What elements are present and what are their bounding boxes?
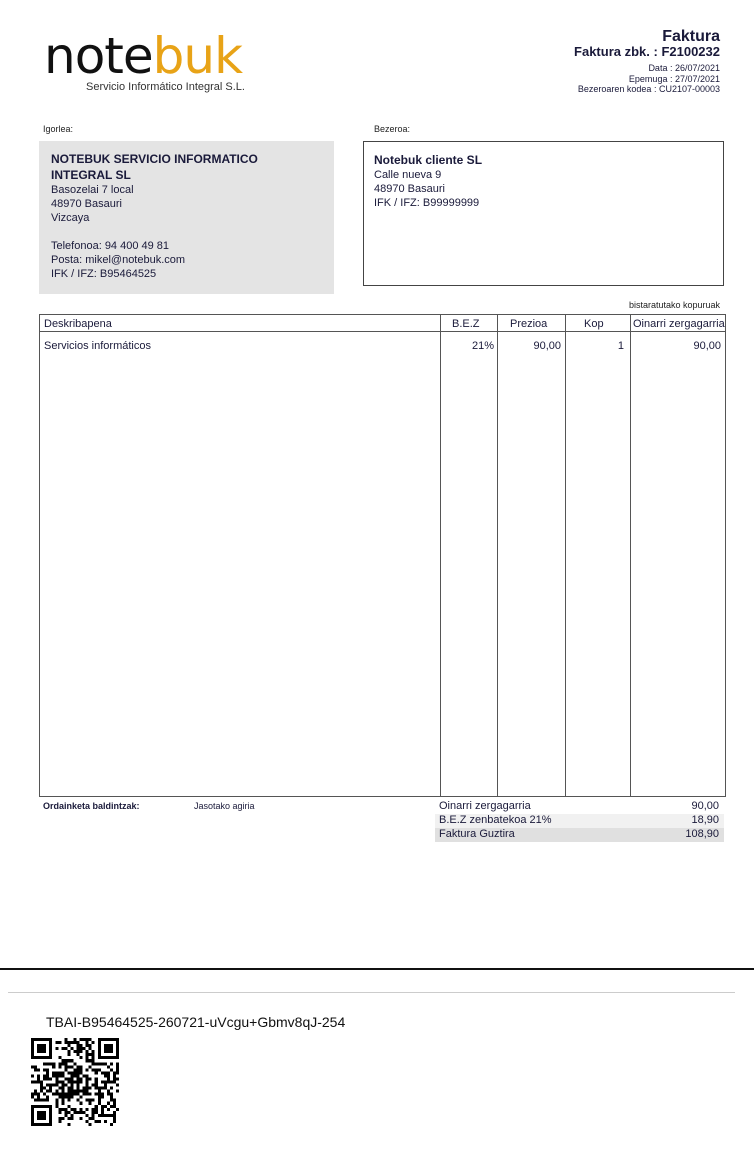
logo-subtitle: Servicio Informático Integral S.L. <box>86 81 245 93</box>
total-value: 90,00 <box>691 800 719 812</box>
row-qty: 1 <box>617 340 624 352</box>
client-address1: Calle nueva 9 <box>374 169 442 181</box>
total-row-base <box>435 800 724 814</box>
issuer-address2: 48970 Basauri <box>51 198 122 210</box>
logo-text-part1: note <box>44 27 153 85</box>
issuer-label: Igorlea: <box>43 124 74 134</box>
amounts-note: bistaratutako kopuruak <box>628 300 720 310</box>
column-divider <box>565 315 566 796</box>
issuer-tax-id: IFK / IFZ: B95464525 <box>51 268 157 280</box>
payment-terms-label: Ordainketa baldintzak: <box>43 801 140 811</box>
row-price: 90,00 <box>533 340 561 352</box>
column-divider <box>630 315 631 796</box>
client-box <box>363 141 724 286</box>
total-value: 108,90 <box>685 828 719 840</box>
total-row-grand <box>435 828 724 842</box>
client-code: Bezeroaren kodea : CU2107-00003 <box>577 84 720 94</box>
column-divider <box>497 315 498 796</box>
issuer-box <box>39 141 334 294</box>
row-base: 90,00 <box>693 340 721 352</box>
total-value: 18,90 <box>691 814 719 826</box>
issuer-region: Vizcaya <box>51 212 90 224</box>
invoice-title: Faktura <box>662 28 720 45</box>
invoice-lines-table <box>39 314 726 797</box>
issuer-name-line1: NOTEBUK SERVICIO INFORMATICO <box>51 152 258 166</box>
invoice-date: Data : 26/07/2021 <box>648 63 720 73</box>
tbai-code: TBAI-B95464525-260721-uVcgu+Gbmv8qJ-254 <box>46 1014 346 1030</box>
col-header-base: Oinarri zergagarria <box>633 318 725 330</box>
total-row-vat <box>435 814 724 828</box>
issuer-name-line2: INTEGRAL SL <box>51 168 131 182</box>
qr-code <box>31 1038 119 1126</box>
issuer-email: Posta: mikel@notebuk.com <box>51 254 186 266</box>
issuer-phone: Telefonoa: 94 400 49 81 <box>51 240 170 252</box>
client-address2: 48970 Basauri <box>374 183 445 195</box>
col-header-vat: B.E.Z <box>452 318 480 330</box>
client-label: Bezeroa: <box>374 124 411 134</box>
client-tax-id: IFK / IFZ: B99999999 <box>374 197 480 209</box>
table-header-divider <box>40 331 725 332</box>
column-divider <box>440 315 441 796</box>
footer-divider <box>0 968 754 970</box>
logo-text-part2: buk <box>152 27 243 85</box>
col-header-qty: Kop <box>584 318 604 330</box>
total-label: Oinarri zergagarria <box>439 800 531 812</box>
total-label: B.E.Z zenbatekoa 21% <box>439 814 552 826</box>
issuer-address1: Basozelai 7 local <box>51 184 134 196</box>
col-header-price: Prezioa <box>510 318 548 330</box>
company-logo <box>44 28 242 84</box>
invoice-number: Faktura zbk. : F2100232 <box>574 44 720 59</box>
total-label: Faktura Guztira <box>439 828 515 840</box>
invoice-due-date: Epemuga : 27/07/2021 <box>628 74 720 84</box>
footer-divider-thin <box>8 992 735 993</box>
row-description: Servicios informáticos <box>44 340 151 352</box>
payment-terms-value: Jasotako agiria <box>194 801 255 811</box>
col-header-description: Deskribapena <box>44 318 112 330</box>
row-vat: 21% <box>471 340 494 352</box>
client-name: Notebuk cliente SL <box>374 153 483 167</box>
